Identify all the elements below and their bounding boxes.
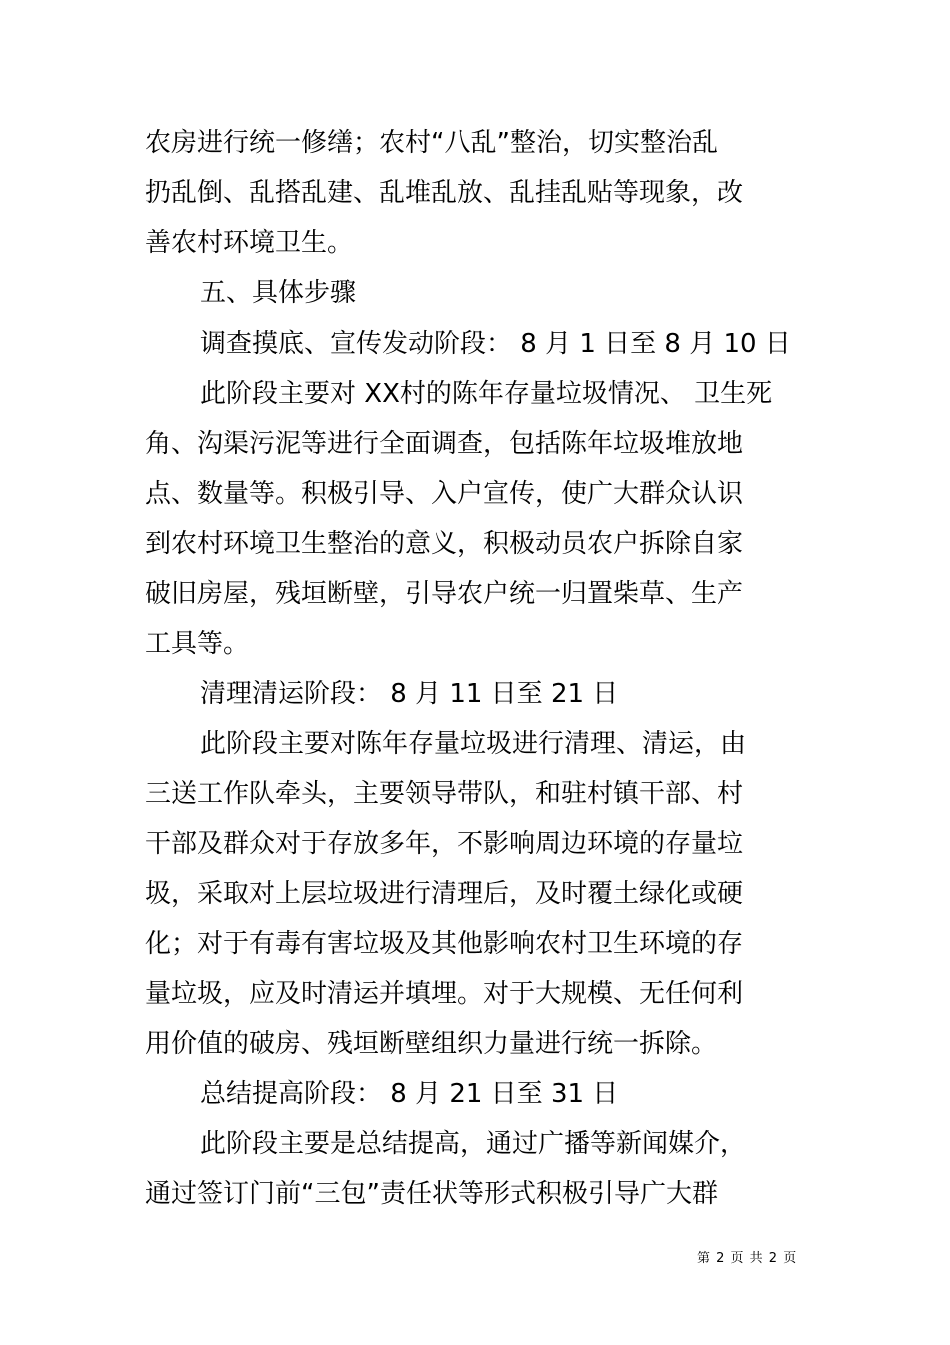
- text-line-6: 此阶段主要对 XX村的陈年存量垃圾情况、 卫生死: [200, 379, 773, 409]
- text-line-13: 此阶段主要对陈年存量垃圾进行清理、清运，由: [200, 729, 747, 759]
- text-line-21: 此阶段主要是总结提高，通过广播等新闻媒介，: [200, 1129, 747, 1159]
- text-line-2: 扔乱倒、乱搭乱建、乱堆乱放、乱挂乱贴等现象，改: [145, 178, 744, 208]
- text-line-15: 干部及群众对于存放多年，不影响周边环境的存量垃: [145, 829, 744, 859]
- text-line-18: 量垃圾，应及时清运并填埋。对于大规模、无任何利: [145, 979, 744, 1009]
- text-line-3: 善农村环境卫生。: [145, 228, 354, 258]
- text-line-7: 角、沟渠污泥等进行全面调查，包括陈年垃圾堆放地: [145, 429, 744, 459]
- page-number-footer: 第 2 页 共 2 页: [697, 1251, 798, 1266]
- stage-heading-2: 清理清运阶段： 8 月 11 日至 21 日: [200, 679, 619, 709]
- stage-heading-3: 总结提高阶段： 8 月 21 日至 31 日: [200, 1079, 619, 1109]
- text-line-9: 到农村环境卫生整治的意义，积极动员农户拆除自家: [145, 529, 744, 559]
- text-line-11: 工具等。: [145, 629, 250, 659]
- stage-heading-1: 调查摸底、宣传发动阶段： 8 月 1 日至 8 月 10 日: [200, 329, 791, 359]
- text-line-22: 通过签订门前“三包”责任状等形式积极引导广大群: [145, 1179, 718, 1209]
- text-line-16: 圾，采取对上层垃圾进行清理后，及时覆土绿化或硬: [145, 879, 744, 909]
- text-line-10: 破旧房屋，残垣断壁，引导农户统一归置柴草、生产: [145, 579, 744, 609]
- text-line-17: 化；对于有毒有害垃圾及其他影响农村卫生环境的存: [145, 929, 744, 959]
- text-line-14: 三送工作队牵头，主要领导带队，和驻村镇干部、村: [145, 779, 744, 809]
- text-line-8: 点、数量等。积极引导、入户宣传，使广大群众认识: [145, 479, 744, 509]
- text-line-19: 用价值的破房、残垣断壁组织力量进行统一拆除。: [145, 1029, 718, 1059]
- text-line-1: 农房进行统一修缮；农村“八乱”整治，切实整治乱: [145, 128, 718, 158]
- section-heading: 五、具体步骤: [200, 278, 357, 308]
